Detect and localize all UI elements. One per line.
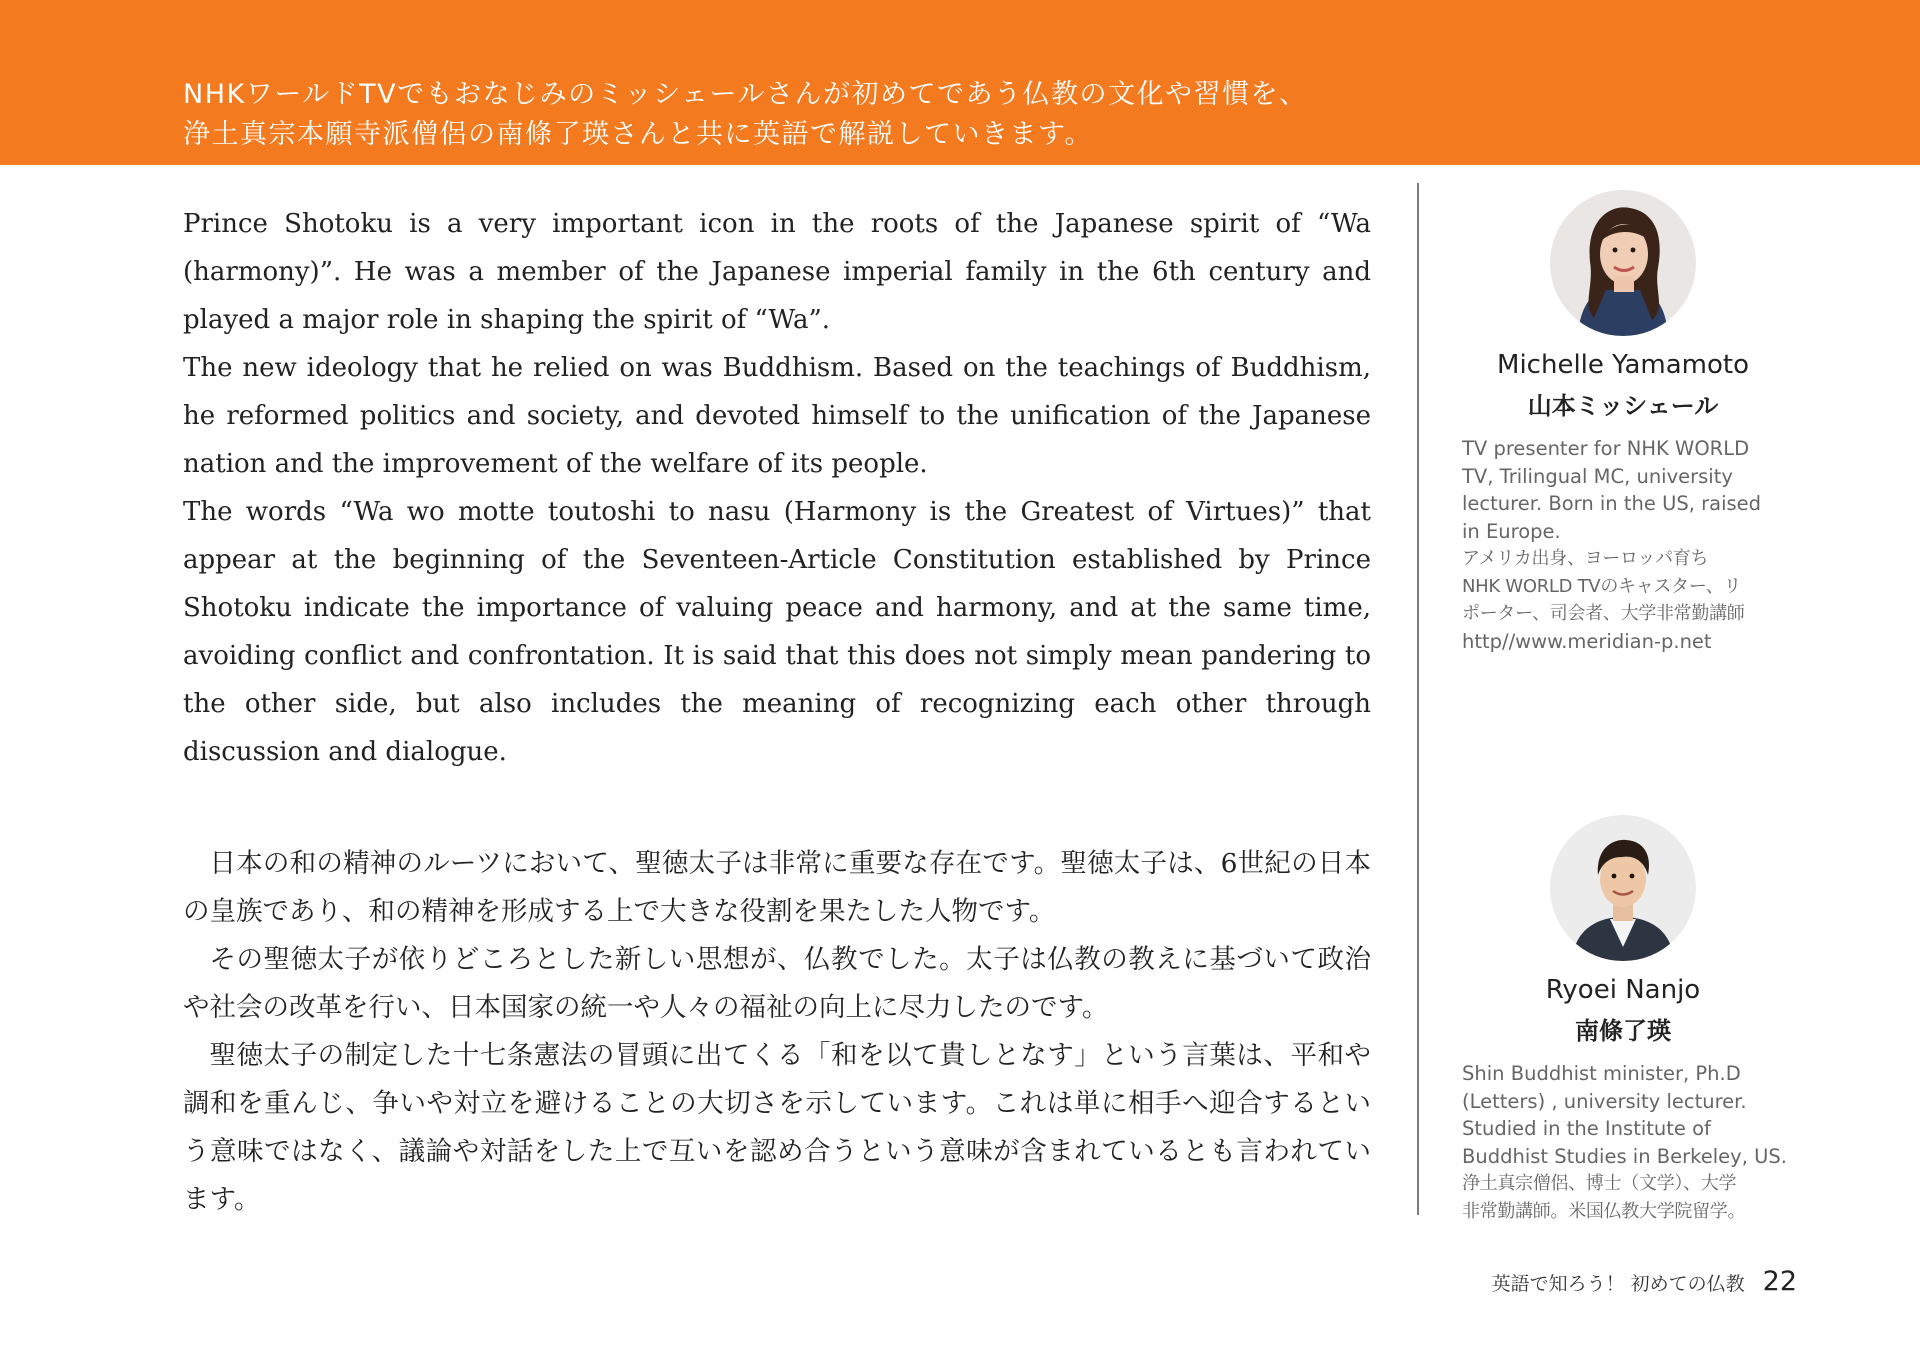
bio-line-japanese: 浄土真宗僧侶、博士（文学）、大学: [1462, 1173, 1737, 1194]
bio-line: TV presenter for NHK WORLD: [1462, 437, 1750, 460]
page-footer: [1492, 1266, 1797, 1297]
header-intro-line-1: NHKワールドTVでもおなじみのミッシェールさんが初めてであう仏教の文化や習慣を、: [183, 79, 1308, 110]
japanese-paragraph-3: 聖徳太子の制定した十七条憲法の冒頭に出てくる「和を以て貴しとなす」という言葉は、平和や調和を重んじ、争いや対立を避けることの大切さを示しています。これは単に相手へ迎合するという意味ではなく、議論や対話をした上で互いを認め合うという意味が含まれているとも言われています。: [183, 1040, 1371, 1215]
bio-line: (Letters) , university lecturer.: [1462, 1089, 1747, 1113]
profile-name: Michelle Yamamoto: [1497, 350, 1749, 380]
column-divider: [1417, 183, 1419, 1215]
japanese-body: [183, 840, 1371, 1224]
profile-name-japanese: 南條了瑛: [1575, 1017, 1671, 1045]
bio-line-japanese: アメリカ出身、ヨーロッパ育ち: [1462, 548, 1709, 569]
bio-line: Shin Buddhist minister, Ph.D: [1462, 1062, 1741, 1085]
profile-michelle-yamamoto: [1462, 190, 1784, 655]
profile-name: Ryoei Nanjo: [1545, 975, 1701, 1005]
profile-name-japanese: 山本ミッシェール: [1527, 392, 1719, 420]
profile-ryoei-nanjo: [1462, 815, 1787, 1225]
english-paragraph-3: The words “Wa wo motte toutoshi to nasu (Harmony is the Greatest of Virtues)” that appear at the beginning of the Seventeen-Article Constitution established by Prince Shotoku indicate the importance of valuing peace and harmony, and at the same time, avoiding conflict and confrontation. It is said that this does not simply mean pandering to the other side, but also includes the meaning of recognizing each other through discussion and dialogue.: [183, 497, 1371, 767]
english-body: [183, 200, 1371, 776]
header-intro-line-2: 浄土真宗本願寺派僧侶の南條了瑛さんと共に英語で解説していきます。: [183, 119, 1093, 150]
bio-line: Buddhist Studies in Berkeley, US.: [1462, 1144, 1787, 1168]
bio-line-japanese: NHK WORLD TVのキャスター、リ: [1462, 575, 1742, 597]
bio-line: lecturer. Born in the US, raised: [1462, 492, 1762, 515]
bio-line: in Europe.: [1462, 519, 1561, 543]
english-paragraph-2: The new ideology that he relied on was Buddhism. Based on the teachings of Buddhism, he reformed politics and society, and devoted himself to the unification of the Japanese nation and the improvement of the welfare of its people.: [183, 353, 1371, 479]
portrait-photo-woman-icon: [1550, 190, 1696, 336]
japanese-paragraph-2: その聖徳太子が依りどころとした新しい思想が、仏教でした。太子は仏教の教えに基づいて政治や社会の改革を行い、日本国家の統一や人々の福祉の向上に尽力したのです。: [183, 944, 1371, 1023]
bio-line-japanese: ポーター、司会者、大学非常勤講師: [1462, 603, 1745, 624]
page-number: 22: [1762, 1266, 1797, 1297]
header-band: [0, 0, 1920, 165]
bio-line: TV, Trilingual MC, university: [1462, 464, 1733, 488]
bio-line: Studied in the Institute of: [1462, 1117, 1711, 1140]
english-paragraph-1: Prince Shotoku is a very important icon in the roots of the Japanese spirit of “Wa (harmony)”. He was a member of the Japanese imperial family in the 6th century and played a major role in shaping the spirit of “Wa”.: [183, 209, 1371, 335]
japanese-paragraph-1: 日本の和の精神のルーツにおいて、聖徳太子は非常に重要な存在です。聖徳太子は、6世紀の日本の皇族であり、和の精神を形成する上で大きな役割を果たした人物です。: [183, 848, 1371, 927]
bio-line-japanese: 非常勤講師。米国仏教大学院留学。: [1462, 1200, 1746, 1222]
footer-series-title: 英語で知ろう！ 初めての仏教: [1491, 1273, 1745, 1295]
portrait-photo-man-icon: [1550, 815, 1696, 961]
profile-url: http//www.meridian-p.net: [1462, 629, 1712, 653]
profile-bio: [1462, 435, 1784, 655]
profile-bio: [1462, 1060, 1787, 1225]
